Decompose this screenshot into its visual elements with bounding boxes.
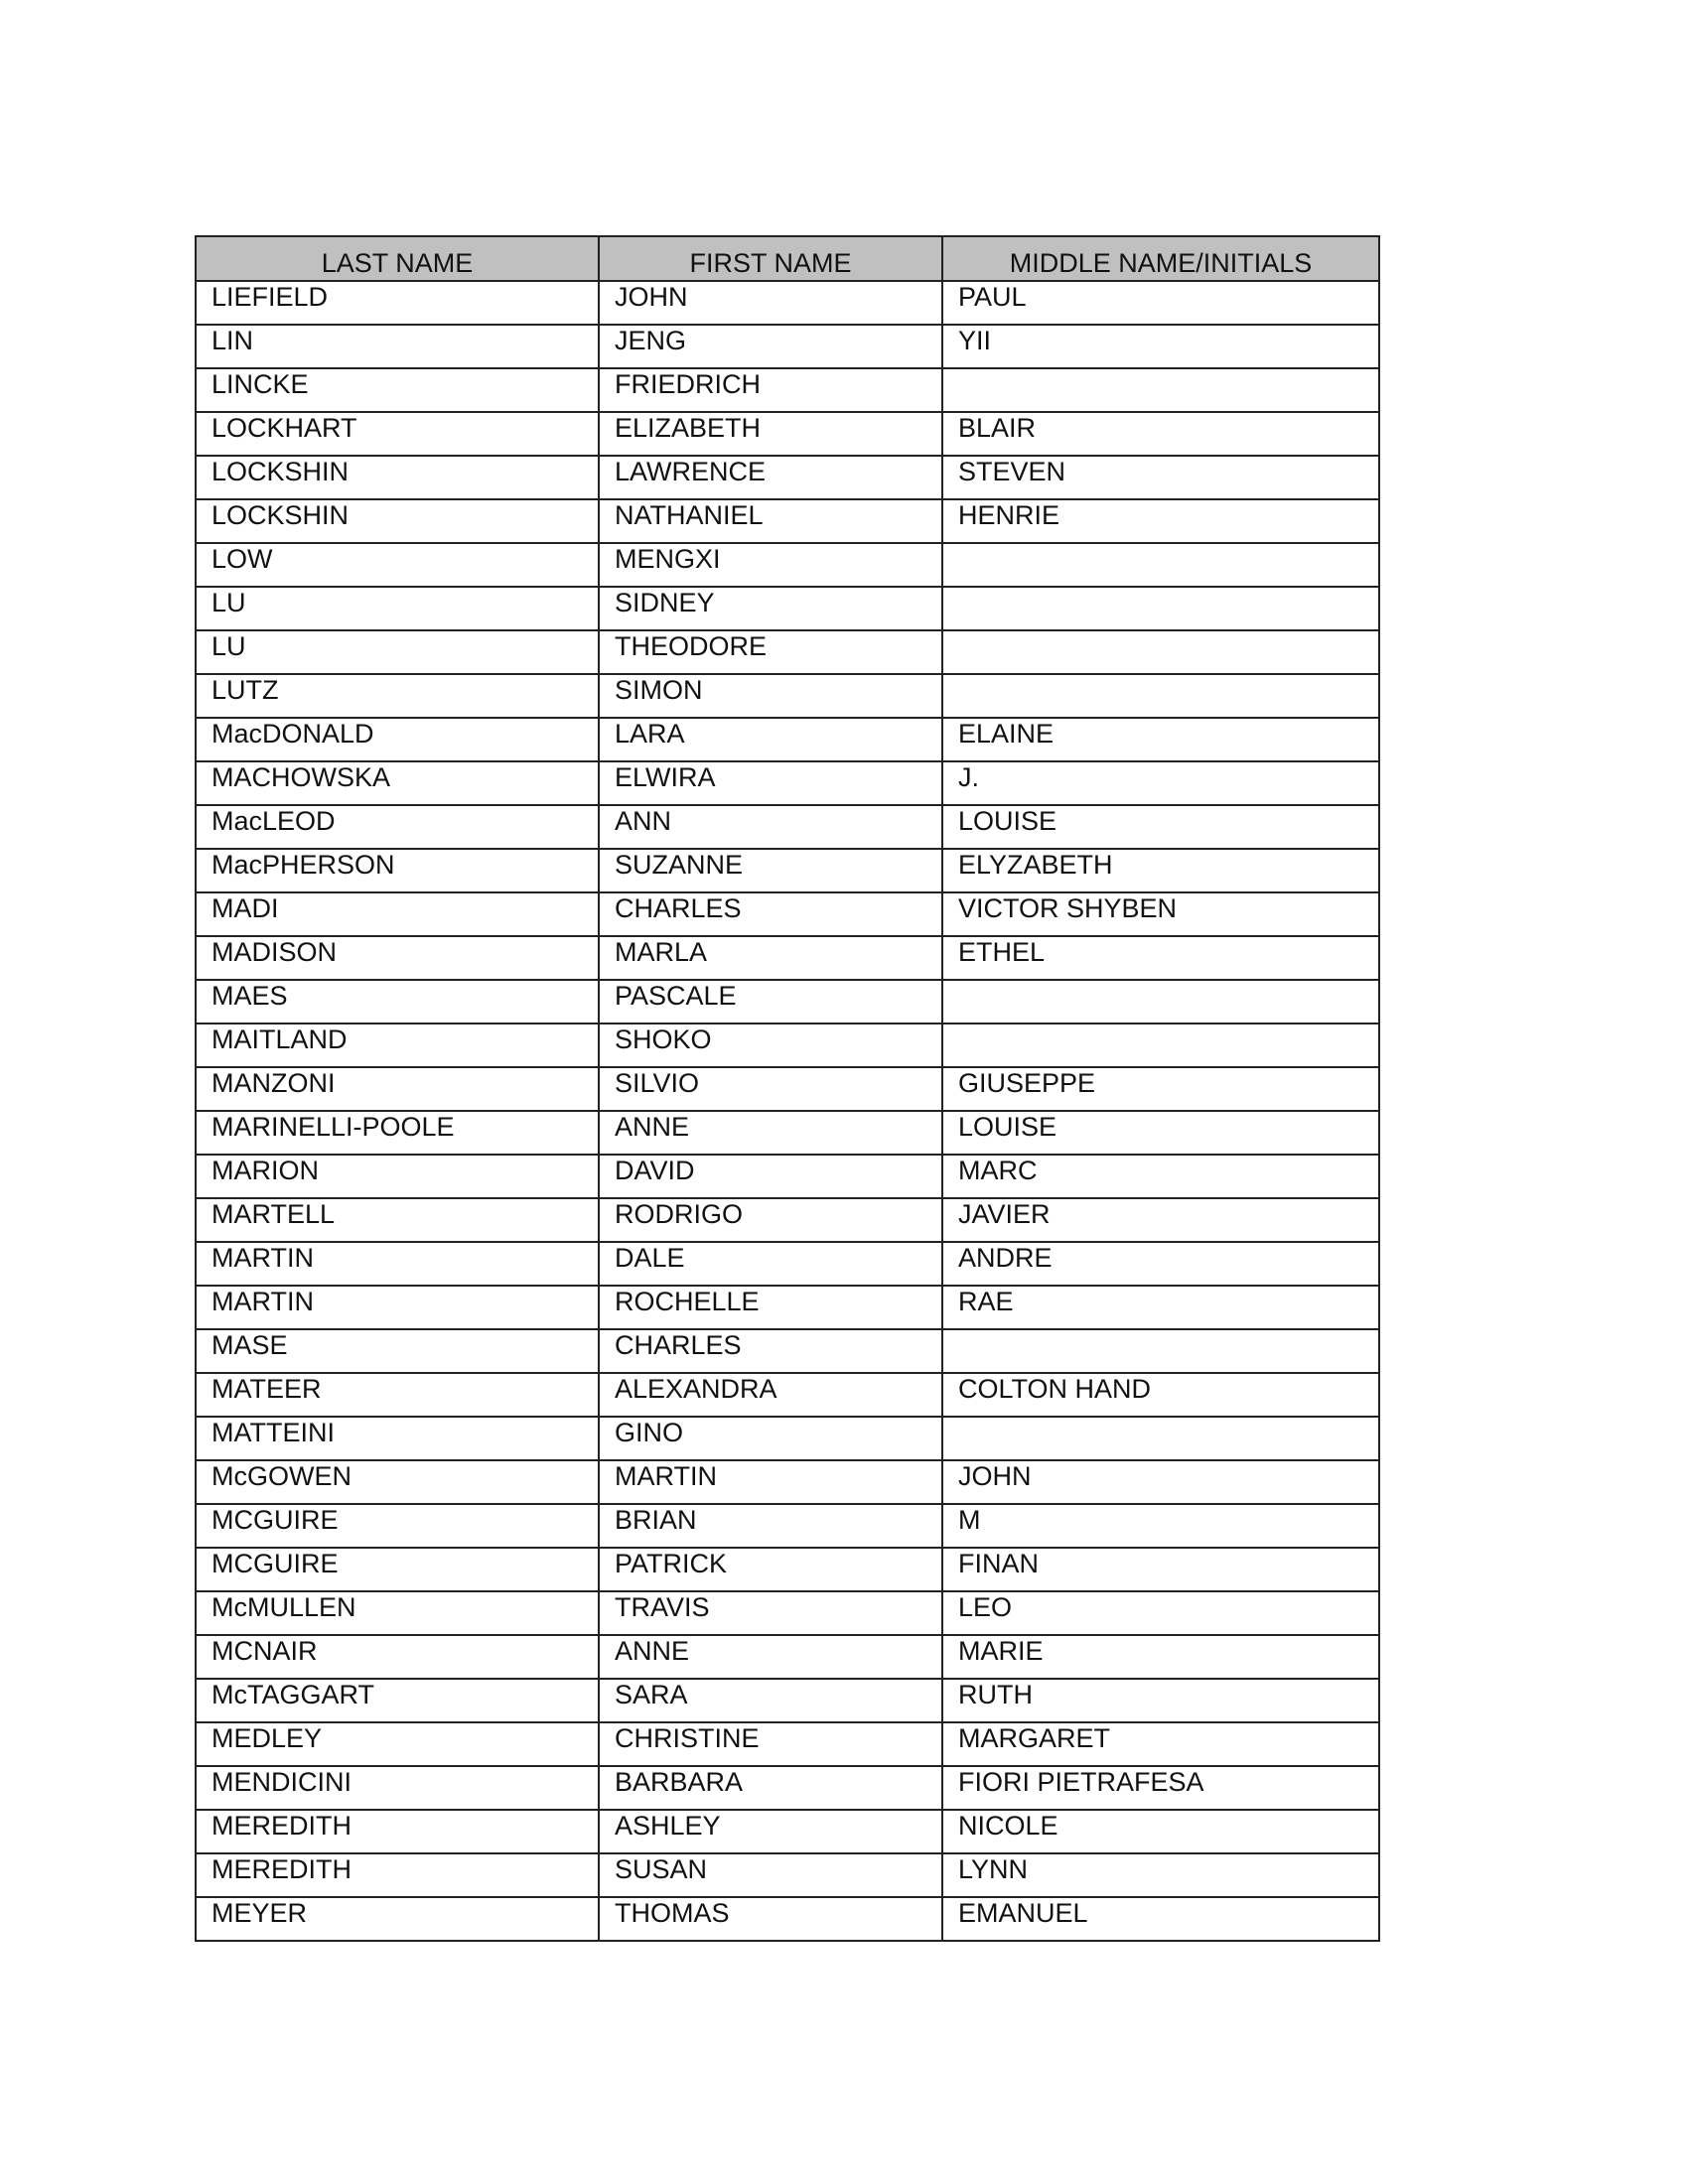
first-name-cell: SILVIO bbox=[599, 1067, 942, 1111]
table-row bbox=[196, 805, 1379, 849]
table-row bbox=[196, 718, 1379, 761]
first-name-cell: SUSAN bbox=[599, 1853, 942, 1897]
table-row bbox=[196, 412, 1379, 456]
last-name-cell: MCNAIR bbox=[196, 1635, 599, 1679]
table-row bbox=[196, 674, 1379, 718]
last-name-cell: MADI bbox=[196, 892, 599, 936]
first-name-cell: ASHLEY bbox=[599, 1810, 942, 1853]
table-row bbox=[196, 892, 1379, 936]
first-name-cell: RODRIGO bbox=[599, 1198, 942, 1242]
middle-name-cell bbox=[942, 368, 1379, 412]
last-name-cell: LOCKSHIN bbox=[196, 456, 599, 499]
last-name-cell: MEREDITH bbox=[196, 1853, 599, 1897]
table-row bbox=[196, 1722, 1379, 1766]
middle-name-cell bbox=[942, 1329, 1379, 1373]
last-name-cell: MARTELL bbox=[196, 1198, 599, 1242]
middle-name-cell: COLTON HAND bbox=[942, 1373, 1379, 1417]
first-name-cell: SIMON bbox=[599, 674, 942, 718]
first-name-cell: LARA bbox=[599, 718, 942, 761]
middle-name-cell: VICTOR SHYBEN bbox=[942, 892, 1379, 936]
last-name-cell: MacLEOD bbox=[196, 805, 599, 849]
table-row bbox=[196, 849, 1379, 892]
table-row bbox=[196, 1155, 1379, 1198]
first-name-cell: NATHANIEL bbox=[599, 499, 942, 543]
middle-name-cell: LOUISE bbox=[942, 1111, 1379, 1155]
first-name-cell: ELWIRA bbox=[599, 761, 942, 805]
middle-name-cell: JOHN bbox=[942, 1460, 1379, 1504]
table-row bbox=[196, 1635, 1379, 1679]
last-name-cell: MCGUIRE bbox=[196, 1504, 599, 1548]
middle-name-cell: NICOLE bbox=[942, 1810, 1379, 1853]
table-row bbox=[196, 1548, 1379, 1591]
middle-name-cell: PAUL bbox=[942, 281, 1379, 325]
last-name-cell: MacPHERSON bbox=[196, 849, 599, 892]
table-row bbox=[196, 936, 1379, 980]
first-name-cell: CHRISTINE bbox=[599, 1722, 942, 1766]
last-name-cell: LOCKHART bbox=[196, 412, 599, 456]
middle-name-cell: LYNN bbox=[942, 1853, 1379, 1897]
table-row bbox=[196, 543, 1379, 587]
middle-name-cell: JAVIER bbox=[942, 1198, 1379, 1242]
middle-name-cell: ANDRE bbox=[942, 1242, 1379, 1286]
first-name-cell: PATRICK bbox=[599, 1548, 942, 1591]
last-name-cell: LINCKE bbox=[196, 368, 599, 412]
first-name-cell: TRAVIS bbox=[599, 1591, 942, 1635]
middle-name-cell: HENRIE bbox=[942, 499, 1379, 543]
last-name-cell: MEYER bbox=[196, 1897, 599, 1941]
last-name-cell: LUTZ bbox=[196, 674, 599, 718]
last-name-cell: LIEFIELD bbox=[196, 281, 599, 325]
first-name-cell: ALEXANDRA bbox=[599, 1373, 942, 1417]
last-name-cell: MacDONALD bbox=[196, 718, 599, 761]
middle-name-cell: ELYZABETH bbox=[942, 849, 1379, 892]
table-row bbox=[196, 1679, 1379, 1722]
table-row bbox=[196, 1067, 1379, 1111]
last-name-cell: LIN bbox=[196, 325, 599, 368]
first-name-cell: ROCHELLE bbox=[599, 1286, 942, 1329]
middle-name-cell: BLAIR bbox=[942, 412, 1379, 456]
last-name-cell: McGOWEN bbox=[196, 1460, 599, 1504]
table-row bbox=[196, 1286, 1379, 1329]
table-row bbox=[196, 980, 1379, 1024]
first-name-cell: SARA bbox=[599, 1679, 942, 1722]
first-name-cell: CHARLES bbox=[599, 892, 942, 936]
middle-name-cell: STEVEN bbox=[942, 456, 1379, 499]
first-name-cell: SHOKO bbox=[599, 1024, 942, 1067]
last-name-cell: LOCKSHIN bbox=[196, 499, 599, 543]
middle-name-cell bbox=[942, 1024, 1379, 1067]
first-name-cell: DALE bbox=[599, 1242, 942, 1286]
middle-name-cell: J. bbox=[942, 761, 1379, 805]
first-name-cell: BRIAN bbox=[599, 1504, 942, 1548]
middle-name-cell bbox=[942, 543, 1379, 587]
middle-name-cell: LEO bbox=[942, 1591, 1379, 1635]
table-row bbox=[196, 1242, 1379, 1286]
middle-name-cell: EMANUEL bbox=[942, 1897, 1379, 1941]
table-row bbox=[196, 1897, 1379, 1941]
first-name-cell: ELIZABETH bbox=[599, 412, 942, 456]
middle-name-cell: LOUISE bbox=[942, 805, 1379, 849]
middle-name-cell: MARGARET bbox=[942, 1722, 1379, 1766]
table-row bbox=[196, 1024, 1379, 1067]
first-name-cell: THEODORE bbox=[599, 630, 942, 674]
table-row bbox=[196, 1853, 1379, 1897]
header-first-name: FIRST NAME bbox=[599, 236, 942, 281]
table-row bbox=[196, 630, 1379, 674]
last-name-cell: McMULLEN bbox=[196, 1591, 599, 1635]
last-name-cell: MARINELLI-POOLE bbox=[196, 1111, 599, 1155]
first-name-cell: BARBARA bbox=[599, 1766, 942, 1810]
table-row bbox=[196, 281, 1379, 325]
last-name-cell: MAES bbox=[196, 980, 599, 1024]
table-row bbox=[196, 1111, 1379, 1155]
middle-name-cell: ELAINE bbox=[942, 718, 1379, 761]
last-name-cell: MANZONI bbox=[196, 1067, 599, 1111]
table-row bbox=[196, 1329, 1379, 1373]
first-name-cell: PASCALE bbox=[599, 980, 942, 1024]
middle-name-cell: MARC bbox=[942, 1155, 1379, 1198]
table-row bbox=[196, 1373, 1379, 1417]
middle-name-cell bbox=[942, 674, 1379, 718]
middle-name-cell bbox=[942, 980, 1379, 1024]
middle-name-cell bbox=[942, 1417, 1379, 1460]
last-name-cell: MASE bbox=[196, 1329, 599, 1373]
first-name-cell: JOHN bbox=[599, 281, 942, 325]
table-row bbox=[196, 456, 1379, 499]
first-name-cell: ANN bbox=[599, 805, 942, 849]
middle-name-cell: GIUSEPPE bbox=[942, 1067, 1379, 1111]
first-name-cell: SUZANNE bbox=[599, 849, 942, 892]
first-name-cell: MENGXI bbox=[599, 543, 942, 587]
last-name-cell: MATTEINI bbox=[196, 1417, 599, 1460]
table-row bbox=[196, 1810, 1379, 1853]
last-name-cell: LU bbox=[196, 630, 599, 674]
middle-name-cell bbox=[942, 587, 1379, 630]
last-name-cell: MEDLEY bbox=[196, 1722, 599, 1766]
table-row bbox=[196, 1591, 1379, 1635]
last-name-cell: MARION bbox=[196, 1155, 599, 1198]
first-name-cell: CHARLES bbox=[599, 1329, 942, 1373]
first-name-cell: JENG bbox=[599, 325, 942, 368]
last-name-cell: MADISON bbox=[196, 936, 599, 980]
first-name-cell: ANNE bbox=[599, 1111, 942, 1155]
first-name-cell: GINO bbox=[599, 1417, 942, 1460]
table-row bbox=[196, 761, 1379, 805]
table-row bbox=[196, 1417, 1379, 1460]
last-name-cell: McTAGGART bbox=[196, 1679, 599, 1722]
middle-name-cell: FIORI PIETRAFESA bbox=[942, 1766, 1379, 1810]
middle-name-cell: FINAN bbox=[942, 1548, 1379, 1591]
first-name-cell: MARTIN bbox=[599, 1460, 942, 1504]
table-row bbox=[196, 368, 1379, 412]
last-name-cell: MARTIN bbox=[196, 1286, 599, 1329]
last-name-cell: MENDICINI bbox=[196, 1766, 599, 1810]
last-name-cell: MCGUIRE bbox=[196, 1548, 599, 1591]
last-name-cell: MATEER bbox=[196, 1373, 599, 1417]
middle-name-cell: RAE bbox=[942, 1286, 1379, 1329]
first-name-cell: MARLA bbox=[599, 936, 942, 980]
table-row bbox=[196, 1460, 1379, 1504]
last-name-cell: LOW bbox=[196, 543, 599, 587]
header-last-name: LAST NAME bbox=[196, 236, 599, 281]
middle-name-cell: M bbox=[942, 1504, 1379, 1548]
table-body bbox=[196, 281, 1379, 1941]
table-row bbox=[196, 1504, 1379, 1548]
middle-name-cell: YII bbox=[942, 325, 1379, 368]
table-row bbox=[196, 499, 1379, 543]
names-table bbox=[195, 235, 1380, 1942]
table-row bbox=[196, 587, 1379, 630]
first-name-cell: ANNE bbox=[599, 1635, 942, 1679]
header-row bbox=[196, 236, 1379, 281]
last-name-cell: LU bbox=[196, 587, 599, 630]
last-name-cell: MEREDITH bbox=[196, 1810, 599, 1853]
middle-name-cell: RUTH bbox=[942, 1679, 1379, 1722]
middle-name-cell: MARIE bbox=[942, 1635, 1379, 1679]
last-name-cell: MARTIN bbox=[196, 1242, 599, 1286]
first-name-cell: THOMAS bbox=[599, 1897, 942, 1941]
first-name-cell: SIDNEY bbox=[599, 587, 942, 630]
table-row bbox=[196, 1766, 1379, 1810]
first-name-cell: LAWRENCE bbox=[599, 456, 942, 499]
table-row bbox=[196, 325, 1379, 368]
table-row bbox=[196, 1198, 1379, 1242]
last-name-cell: MAITLAND bbox=[196, 1024, 599, 1067]
middle-name-cell: ETHEL bbox=[942, 936, 1379, 980]
first-name-cell: FRIEDRICH bbox=[599, 368, 942, 412]
last-name-cell: MACHOWSKA bbox=[196, 761, 599, 805]
middle-name-cell bbox=[942, 630, 1379, 674]
table-header bbox=[196, 236, 1379, 281]
first-name-cell: DAVID bbox=[599, 1155, 942, 1198]
header-middle-name: MIDDLE NAME/INITIALS bbox=[942, 236, 1379, 281]
